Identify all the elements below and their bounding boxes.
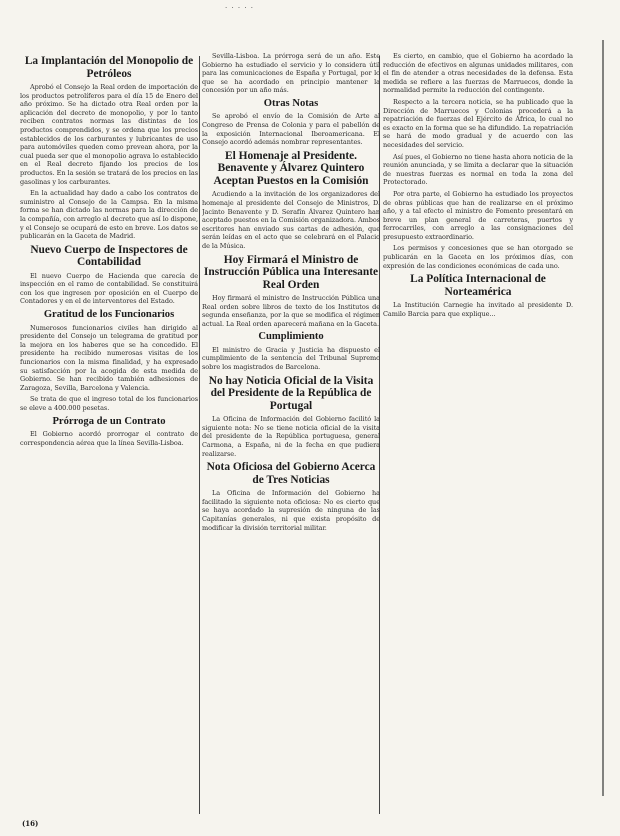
page-number: (16) [22,819,39,828]
article-body: Acudiendo a la invitación de los organizadores del homenaje al presidente del Consejo de Ministros, D. Jacinto Benavente y D. Serafín Álvarez Quintero han aceptado puestos en la Comisión organizadora. Ambos escritores han enviado sus cartas de adhesión, que serán leídas en el acto que se celebrará en el Palacio de la Música. [202,190,380,250]
article-body: El Gobierno acordó prorrogar el contrato de correspondencia aérea que la línea Sevilla-Lisboa. [20,430,198,447]
article-body: Numerosos funcionarios civiles han dirigido al presidente del Consejo un telegrama de gratitud por la mejora en los haberes que se ha concedido. El presidente ha recibido numerosas visitas de los funcionarios con la misma finalidad, y ha expresado su satisfacción por la acogida de esta medida de Gobierno. Se han recibido también adhesiones de Zaragoza, Sevilla, Barcelona y Valencia. [20,323,198,392]
article [202,254,380,329]
article-body: Se aprobó el envío de la Comisión de Arte al Congreso de Prensa de Colonia y para el pabellón de la exposición Internacional Iberoamericana. El Consejo acordó además nombrar representantes. [202,112,380,147]
article-body: La Oficina de Información del Gobierno facilitó la siguiente nota: No se tiene noticia oficial de la visita del presidente de la República portuguesa, general Carmona, a España, ni de la fecha en que pudiera realizarse. [202,415,380,458]
article [202,98,380,147]
article-body: Hoy firmará el ministro de Instrucción Pública una Real orden sobre libros de texto de los Institutos de segunda enseñanza, por la que se modifica el régimen actual. La Real orden aparecerá mañana en la Gaceta. [202,294,380,328]
article-headline: La Política Internacional de Norteamérica [410,273,546,298]
article-body: Es cierto, en cambio, que el Gobierno ha acordado la reducción de efectivos en algunas unidades militares, con el fin de atender a otras necesidades de la defensa. Esta medida se refiere a las fuerzas de Marruecos, donde la normalidad permite la reducción del contingente. [383,52,573,95]
column-left [20,52,198,816]
article [20,395,198,412]
column-right [383,52,573,816]
article [202,461,380,532]
article-body: El nuevo Cuerpo de Hacienda que carecía de inspección en el ramo de contabilidad. Se constituirá con los que ingresen por oposición en el Cuerpo de Contadores y en el de interventores del Estado. [20,271,198,306]
article-headline: Nuevo Cuerpo de Inspectores de Contabilidad [30,243,188,269]
article [20,244,198,306]
article [202,150,380,251]
page-header-mark: · · · · · [225,4,255,12]
article [202,375,380,458]
article-body: Sevilla-Lisboa. La prórroga será de un año. Este Gobierno ha estudiado el servicio y lo considera útil para las comunicaciones de España y Portugal, por lo que se ha acordado en principio mantener la concesión por un año más. [202,52,380,95]
article [383,244,573,270]
article [383,273,573,318]
article [20,309,198,392]
article-body: Los permisos y concesiones que se han otorgado se publicarán en la Gaceta en los próximos días, con expresión de las condiciones económicas de cada uno. [383,244,573,270]
article-body: El ministro de Gracia y Justicia ha dispuesto el cumplimiento de la sentencia del Tribunal Supremo sobre los magistrados de Barcelona. [202,345,380,372]
article-body: La Oficina de Información del Gobierno ha facilitado la siguiente nota oficiosa: No es cierto que se haya acordado la supresión de ninguna de las Capitanías generales, ni que exista propósito de modificar la división territorial militar. [202,489,380,532]
article-headline: Prórroga de un Contrato [52,415,166,427]
article [383,52,573,95]
article-headline: Gratitud de los Funcionarios [43,309,175,321]
article-body: La Institución Carnegie ha invitado al presidente D. Camilo Barcia para que explique... [383,301,573,318]
article [202,331,380,371]
article [20,55,198,186]
page-edge-rule [602,40,604,796]
article [20,416,198,448]
article-headline: No hay Noticia Oficial de la Visita del Presidente de la República de Portugal [208,374,374,412]
article [202,52,380,95]
article-headline: Hoy Firmará el Ministro de Instrucción Pública una Interesante Real Orden [203,253,379,291]
article [20,189,198,241]
article [383,190,573,242]
article-headline: La Implantación del Monopolio de Petróleos [24,55,194,80]
column-middle [202,52,380,816]
article-headline: Nota Oficiosa del Gobierno Acerca de Tres Noticias [206,461,376,486]
article [383,153,573,187]
article-body: Así pues, el Gobierno no tiene hasta ahora noticia de la reunión anunciada, y se limita a declarar que la situación de nuestras fuerzas es normal en toda la zona del Protectorado. [383,152,573,187]
article-body: Aprobó el Consejo la Real orden de importación de los productos petrolíferos para el día 15 de Enero del año próximo. Se ha dictado otra Real orden por la aplicación del decreto de monopolio, y por lo tanto reciben contratos normas las distintas de los productos comprendidos, y se ordena que los precios establecidos de los carburantes y lubricantes de uso para automóviles queden como prevean ahora, por la cual pueda ser que el monopolio agrava lo establecido en el Real decreto fijando los precios de los productos. En la sesión se tratará de los precios en las gasolinas y los carburantes. [20,83,198,186]
article-headline: Otras Notas [263,97,319,109]
article-body: Por otra parte, el Gobierno ha estudiado los proyectos de obras públicas que han de realizarse en el próximo año, y a tal efecto el ministro de Fomento presentará en breve un plan general de carreteras, puertos y ferrocarriles, con arreglo a las consignaciones del presupuesto extraordinario. [383,189,573,241]
article-headline: El Homenaje al Presidente. Benavente y Álvarez Quintero Aceptan Puestos en la Comisión [213,149,369,187]
column-rule [199,56,200,814]
article-body: En la actualidad hay dado a cabo los contratos de suministro al Consejo de la Campsa. En la misma forma se han dictado las normas para la dirección de la compañía, con arreglo al decreto que así lo dispone, y el Consejo se ocupará de esto en breve. Los datos se publicarán en la Gaceta de Madrid. [20,189,198,241]
article-body: Se trata de que el ingreso total de los funcionarios se eleve a 400.000 pesetas. [20,395,198,412]
article-body: Respecto a la tercera noticia, se ha publicado que la Dirección de Marruecos y Colonias procederá a la repatriación de fuerzas del Ejército de África, lo cual no es exacto en la forma que se ha difundido. La repatriación se hará de modo gradual y de acuerdo con las necesidades del servicio. [383,97,573,149]
article [383,98,573,150]
article-headline: Cumplimiento [258,331,324,343]
